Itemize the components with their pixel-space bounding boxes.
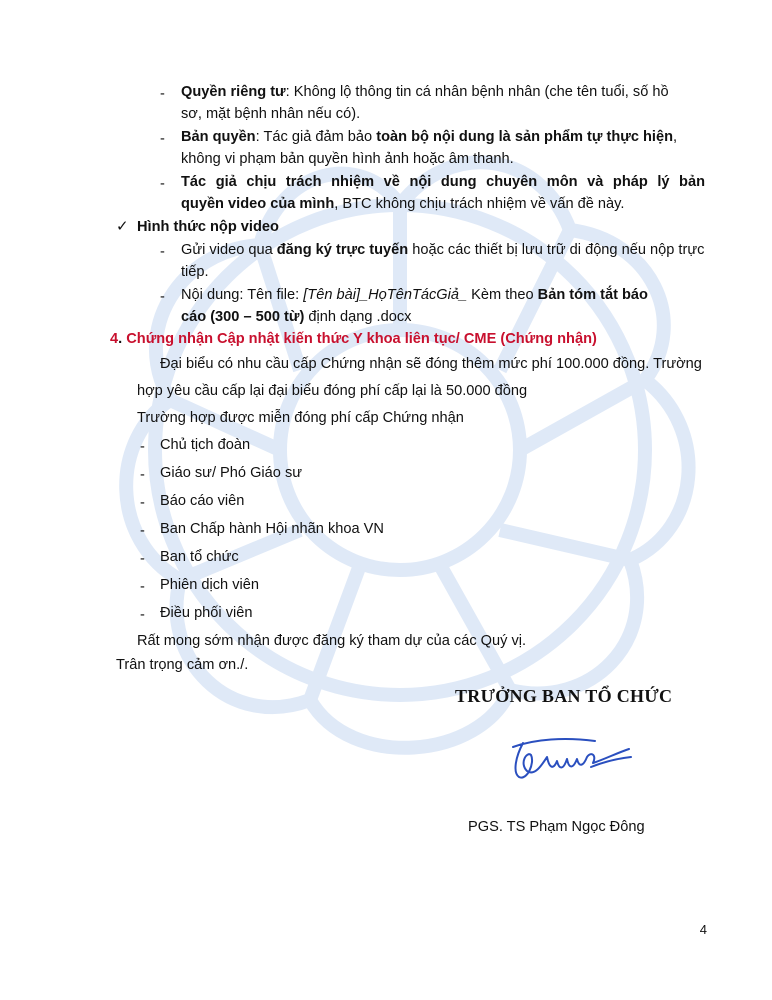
- submit-item-1-line-1: [181, 240, 704, 260]
- bullet-dash: -: [160, 131, 165, 147]
- submit-item-1-rest: hoặc các thiết bị lưu trữ di động nếu nộp trực: [408, 242, 705, 258]
- checkmark-icon: ✓: [116, 218, 129, 235]
- exempt-item: Báo cáo viên: [160, 493, 245, 509]
- bullet-dash: -: [140, 467, 145, 483]
- fee-paragraph-line-2: hợp yêu cầu cấp lại đại biểu đóng phí cấp lại là 50.000 đồng: [137, 383, 528, 399]
- responsibility-line-1: [181, 172, 705, 192]
- section-4-heading: [110, 329, 597, 349]
- bullet-dash: -: [160, 244, 165, 260]
- signer-name: PGS. TS Phạm Ngọc Đông: [468, 819, 645, 835]
- bullet-dash: -: [140, 607, 145, 623]
- copyright-label: Bản quyền: [181, 129, 256, 145]
- submit-item-1-pre: Gửi video qua: [181, 242, 277, 258]
- privacy-text: : Không lộ thông tin cá nhân bệnh nhân (che tên tuổi, số hồ: [285, 84, 669, 100]
- bullet-dash: -: [140, 495, 145, 511]
- exempt-item: Giáo sư/ Phó Giáo sư: [160, 465, 303, 481]
- bullet-dash: -: [140, 523, 145, 539]
- fee-paragraph-line-1: Đại biểu có nhu cầu cấp Chứng nhận sẽ đóng thêm mức phí 100.000 đồng. Trường: [160, 356, 702, 372]
- handwritten-signature: [505, 733, 635, 788]
- privacy-line-1: [181, 82, 669, 102]
- section-dot: .: [118, 331, 123, 347]
- bullet-dash: -: [160, 289, 165, 305]
- submit-item-2-line-2: [181, 307, 411, 327]
- responsibility-line-2: [181, 194, 624, 214]
- bullet-dash: -: [140, 551, 145, 567]
- file-name-pattern: [Tên bài]_HọTênTácGiả_: [303, 287, 468, 303]
- copyright-tail: ,: [673, 129, 678, 145]
- submit-item-2-pre: Nội dung: Tên file:: [181, 287, 304, 303]
- bullet-dash: -: [160, 176, 165, 192]
- bullet-dash: -: [140, 579, 145, 595]
- exempt-item: Phiên dịch viên: [160, 577, 259, 593]
- closing-line-1: Rất mong sớm nhận được đăng ký tham dự của các Quý vị.: [137, 633, 527, 649]
- submit-item-2-mid: Kèm theo: [467, 287, 538, 303]
- bullet-dash: -: [140, 439, 145, 455]
- signature-title: TRƯỞNG BAN TỔ CHỨC: [455, 686, 673, 706]
- submit-heading-text: Hình thức nộp video: [137, 219, 279, 235]
- summary-length: cáo (300 – 500 từ): [181, 309, 305, 325]
- bullet-dash: -: [160, 86, 165, 102]
- copyright-line-2: không vi phạm bản quyền hình ảnh hoặc âm thanh.: [181, 151, 514, 167]
- exempt-item: Ban Chấp hành Hội nhãn khoa VN: [160, 521, 384, 537]
- submit-item-2-line-1: [181, 285, 648, 305]
- submit-item-2-bold: Bản tóm tắt báo: [537, 287, 648, 303]
- responsibility-label: Tác giả chịu trách nhiệm về nội dung chuyên môn và pháp lý bản: [181, 174, 705, 190]
- responsibility-emphasis: quyền video của mình: [181, 196, 335, 212]
- privacy-line-2: sơ, mặt bệnh nhân nếu có).: [181, 106, 361, 122]
- closing-line-2: Trân trọng cảm ơn./.: [116, 657, 249, 673]
- copyright-emphasis: toàn bộ nội dung là sản phẩm tự thực hiện: [376, 129, 674, 145]
- section-number: 4: [110, 331, 119, 347]
- submit-item-1-bold: đăng ký trực tuyến: [276, 242, 409, 258]
- privacy-label: Quyền riêng tư: [181, 84, 286, 100]
- copyright-line-1: [181, 127, 677, 147]
- copyright-text: : Tác giả đảm bảo: [255, 129, 377, 145]
- exempt-item: Ban tổ chức: [160, 549, 239, 565]
- exempt-intro: Trường hợp được miễn đóng phí cấp Chứng nhận: [137, 410, 464, 426]
- exempt-item: Điều phối viên: [160, 605, 253, 621]
- submit-item-1-line-2: tiếp.: [181, 264, 209, 280]
- responsibility-text: , BTC không chịu trách nhiệm về vấn đề này.: [334, 196, 625, 212]
- page-number: 4: [699, 922, 707, 937]
- exempt-item: Chủ tịch đoàn: [160, 437, 251, 453]
- submit-heading: [137, 217, 279, 237]
- summary-format: định dạng .docx: [304, 309, 412, 325]
- section-title: Chứng nhận Cập nhật kiến thức Y khoa liên tục/ CME (Chứng nhận): [122, 331, 597, 347]
